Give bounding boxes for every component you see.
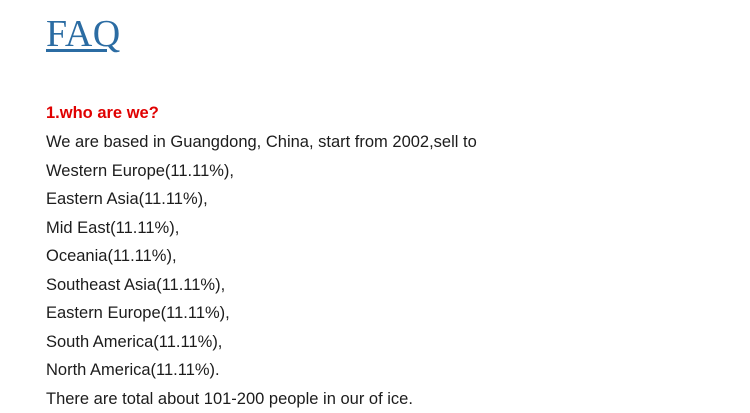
answer-line: We are based in Guangdong, China, start from 2002,sell to bbox=[46, 128, 706, 157]
answer-line: Eastern Asia(11.11%), bbox=[46, 185, 706, 214]
question-heading: 1.who are we? bbox=[46, 100, 706, 126]
page-title: FAQ bbox=[46, 12, 121, 56]
answer-line: Southeast Asia(11.11%), bbox=[46, 271, 706, 300]
answer-line: There are total about 101-200 people in our of ice. bbox=[46, 385, 706, 413]
answer-line: South America(11.11%), bbox=[46, 328, 706, 357]
faq-content bbox=[46, 100, 706, 413]
answer-line: Western Europe(11.11%), bbox=[46, 157, 706, 186]
answer-line: Oceania(11.11%), bbox=[46, 242, 706, 271]
answer-line: Mid East(11.11%), bbox=[46, 214, 706, 243]
answer-line: Eastern Europe(11.11%), bbox=[46, 299, 706, 328]
answer-line: North America(11.11%). bbox=[46, 356, 706, 385]
